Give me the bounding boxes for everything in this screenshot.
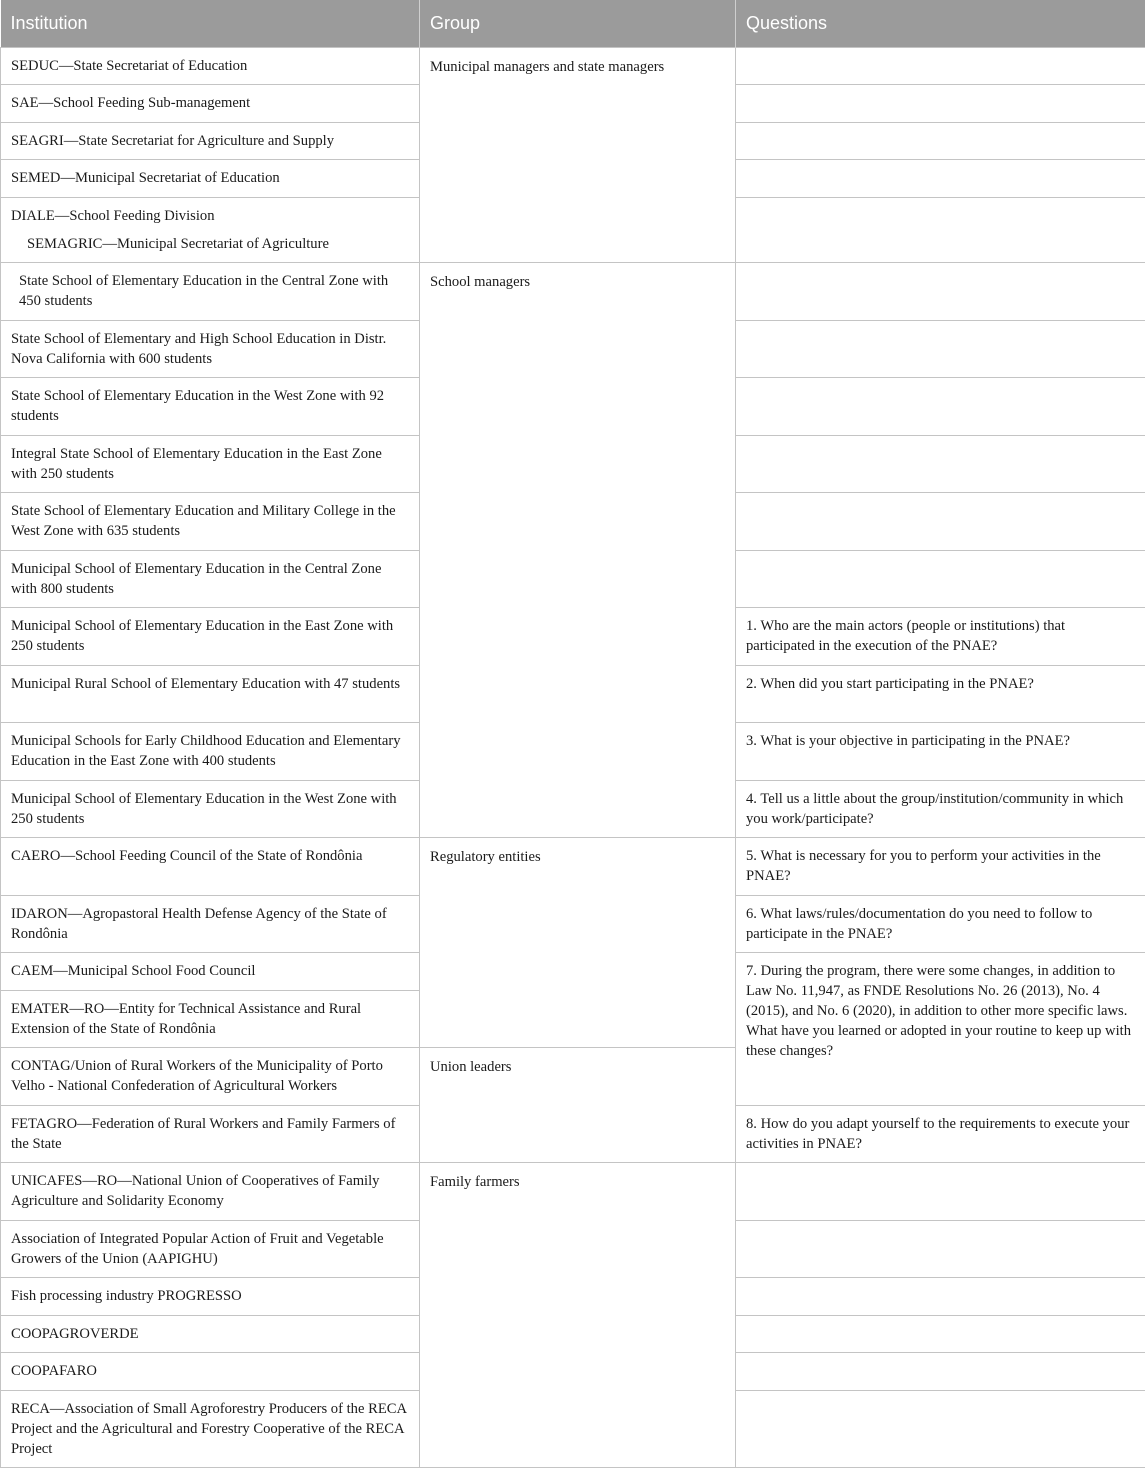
- question-cell-empty: [736, 122, 1145, 159]
- institution-cell-double: [1, 197, 420, 262]
- question-cell-empty: [736, 84, 1145, 122]
- institution-cell: SEDUC—State Secretariat of Education: [1, 47, 420, 84]
- question-cell-2: 2. When did you start participating in the PNAE?: [736, 665, 1145, 722]
- institution-cell: State School of Elementary and High School Education in Distr. Nova California with 600 students: [1, 320, 420, 377]
- header-questions: Questions: [736, 0, 1145, 47]
- question-cell-empty: [736, 1277, 1145, 1315]
- question-cell-empty: [736, 377, 1145, 435]
- question-cell-1: 1. Who are the main actors (people or institutions) that participated in the execution of the PNAE?: [736, 607, 1145, 665]
- institution-cell: Association of Integrated Popular Action of Fruit and Vegetable Growers of the Union (AAPIGHU): [1, 1220, 420, 1277]
- institution-cell: UNICAFES—RO—National Union of Cooperatives of Family Agriculture and Solidarity Economy: [1, 1162, 420, 1220]
- institution-cell: Fish processing industry PROGRESSO: [1, 1277, 420, 1315]
- institution-line: DIALE—School Feeding Division: [11, 208, 215, 224]
- institution-cell: SEAGRI—State Secretariat for Agriculture and Supply: [1, 122, 420, 159]
- institution-cell: COOPAFARO: [1, 1352, 420, 1390]
- question-cell-empty: [736, 159, 1145, 197]
- question-cell-7: 7. During the program, there were some changes, in addition to Law No. 11,947, as FNDE Resolutions No. 26 (2013), No. 4 (2015), and No. 6 (2020), in addition to other more specific laws. What have you learned or adopted in your routine to keep up with these changes?: [736, 952, 1145, 1105]
- institution-cell: CONTAG/Union of Rural Workers of the Municipality of Porto Velho - National Confederation of Agricultural Workers: [1, 1047, 420, 1105]
- question-cell-empty: [736, 197, 1145, 262]
- group-cell-school-managers: School managers: [420, 262, 736, 837]
- institution-cell: EMATER—RO—Entity for Technical Assistance and Rural Extension of the State of Rondônia: [1, 990, 420, 1047]
- question-cell-empty: [736, 1390, 1145, 1467]
- institution-cell: State School of Elementary Education in the West Zone with 92 students: [1, 377, 420, 435]
- question-cell-3: 3. What is your objective in participating in the PNAE?: [736, 722, 1145, 780]
- question-cell-empty: [736, 1162, 1145, 1220]
- institution-cell: FETAGRO—Federation of Rural Workers and Family Farmers of the State: [1, 1105, 420, 1162]
- question-cell-empty: [736, 550, 1145, 607]
- question-cell-empty: [736, 320, 1145, 377]
- question-cell-empty: [736, 262, 1145, 320]
- institution-cell: Municipal School of Elementary Education in the East Zone with 250 students: [1, 607, 420, 665]
- institution-cell: Municipal Schools for Early Childhood Education and Elementary Education in the East Zone with 400 students: [1, 722, 420, 780]
- institution-cell: IDARON—Agropastoral Health Defense Agency of the State of Rondônia: [1, 895, 420, 952]
- institution-cell: SEMED—Municipal Secretariat of Education: [1, 159, 420, 197]
- table-row: [1, 47, 1145, 84]
- group-cell-union-leaders: Union leaders: [420, 1047, 736, 1162]
- header-group: Group: [420, 0, 736, 47]
- institution-cell: Municipal Rural School of Elementary Education with 47 students: [1, 665, 420, 722]
- institution-cell: CAERO—School Feeding Council of the State of Rondônia: [1, 837, 420, 895]
- table-row: [1, 262, 1145, 320]
- question-cell-5: 5. What is necessary for you to perform your activities in the PNAE?: [736, 837, 1145, 895]
- institution-cell: Integral State School of Elementary Education in the East Zone with 250 students: [1, 435, 420, 492]
- question-cell-empty: [736, 435, 1145, 492]
- question-cell-empty: [736, 1352, 1145, 1390]
- group-cell-regulatory-entities: Regulatory entities: [420, 837, 736, 1047]
- header-row: [1, 0, 1145, 47]
- institution-line: SEMAGRIC—Municipal Secretariat of Agriculture: [11, 234, 409, 254]
- question-cell-4: 4. Tell us a little about the group/institution/community in which you work/participate?: [736, 780, 1145, 837]
- question-cell-empty: [736, 1315, 1145, 1352]
- question-cell-6: 6. What laws/rules/documentation do you need to follow to participate in the PNAE?: [736, 895, 1145, 952]
- institution-cell: RECA—Association of Small Agroforestry Producers of the RECA Project and the Agricultural and Forestry Cooperative of the RECA Project: [1, 1390, 420, 1467]
- question-cell-empty: [736, 1220, 1145, 1277]
- question-cell-8: 8. How do you adapt yourself to the requirements to execute your activities in PNAE?: [736, 1105, 1145, 1162]
- table-row: [1, 1162, 1145, 1220]
- group-cell-municipal-state-managers: Municipal managers and state managers: [420, 47, 736, 262]
- question-cell-empty: [736, 492, 1145, 550]
- institution-cell: CAEM—Municipal School Food Council: [1, 952, 420, 990]
- group-cell-family-farmers: Family farmers: [420, 1162, 736, 1467]
- institution-cell: COOPAGROVERDE: [1, 1315, 420, 1352]
- question-cell-empty: [736, 47, 1145, 84]
- institution-cell: Municipal School of Elementary Education in the West Zone with 250 students: [1, 780, 420, 837]
- table-row: [1, 837, 1145, 895]
- institution-cell: SAE—School Feeding Sub-management: [1, 84, 420, 122]
- institution-cell: Municipal School of Elementary Education in the Central Zone with 800 students: [1, 550, 420, 607]
- institution-cell: State School of Elementary Education and Military College in the West Zone with 635 students: [1, 492, 420, 550]
- header-institution: Institution: [1, 0, 420, 47]
- institution-cell: State School of Elementary Education in the Central Zone with 450 students: [1, 262, 420, 320]
